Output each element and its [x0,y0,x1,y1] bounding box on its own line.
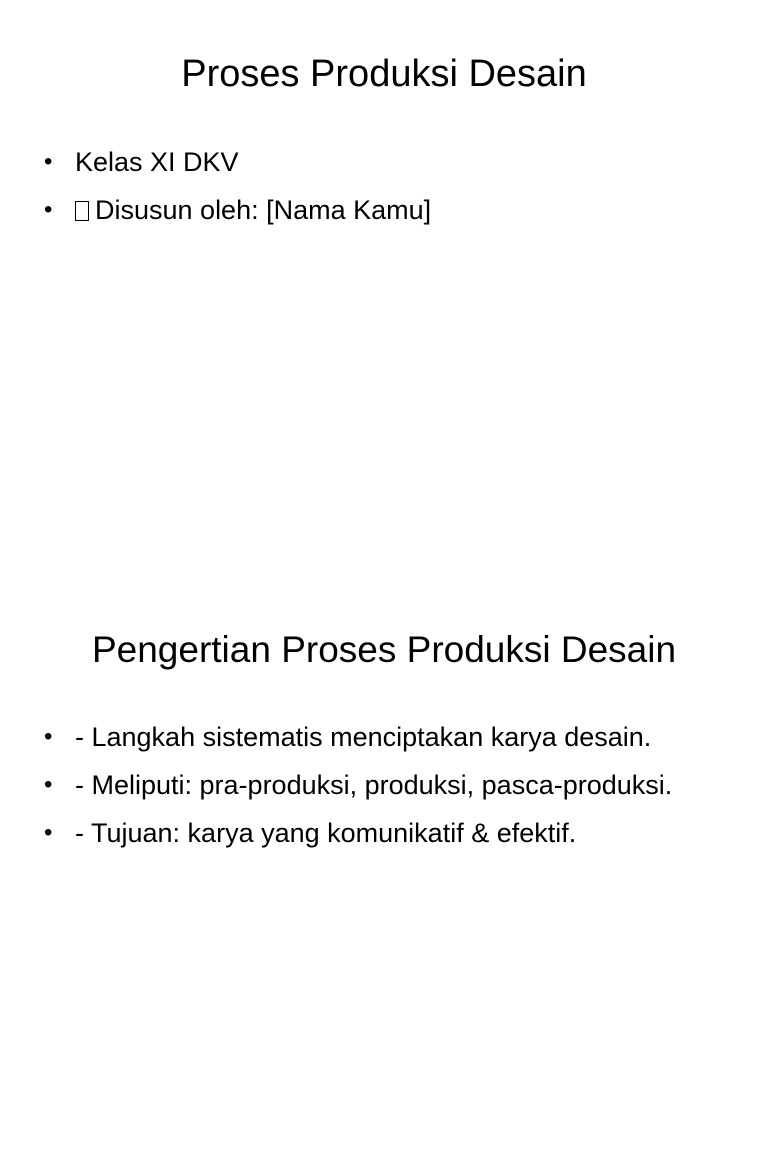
bullet-text: Kelas XI DKV [75,147,239,177]
slide-content [0,576,768,1152]
bullet-icon: • [44,819,53,846]
bullet-text: - Langkah sistematis menciptakan karya desain. [75,722,652,752]
bullet-text: Disusun oleh: [Nama Kamu] [95,195,432,225]
list-item [38,765,698,805]
list-item [38,717,698,757]
bullet-icon: • [44,723,53,750]
bullet-icon: • [44,148,53,175]
bullet-list [38,717,698,861]
bullet-text: - Tujuan: karya yang komunikatif & efektif. [75,818,577,848]
bullet-list [38,142,698,238]
list-item [38,190,698,230]
bullet-text: - Meliputi: pra-produksi, produksi, pasca-produksi. [75,770,673,800]
list-item [38,142,698,182]
slide-title: Pengertian Proses Produksi Desain [91,629,677,670]
bullet-icon: • [44,196,53,223]
missing-glyph-icon [75,201,89,221]
list-item [38,813,698,853]
bullet-icon: • [44,771,53,798]
slide-title: Proses Produksi Desain [181,53,587,95]
